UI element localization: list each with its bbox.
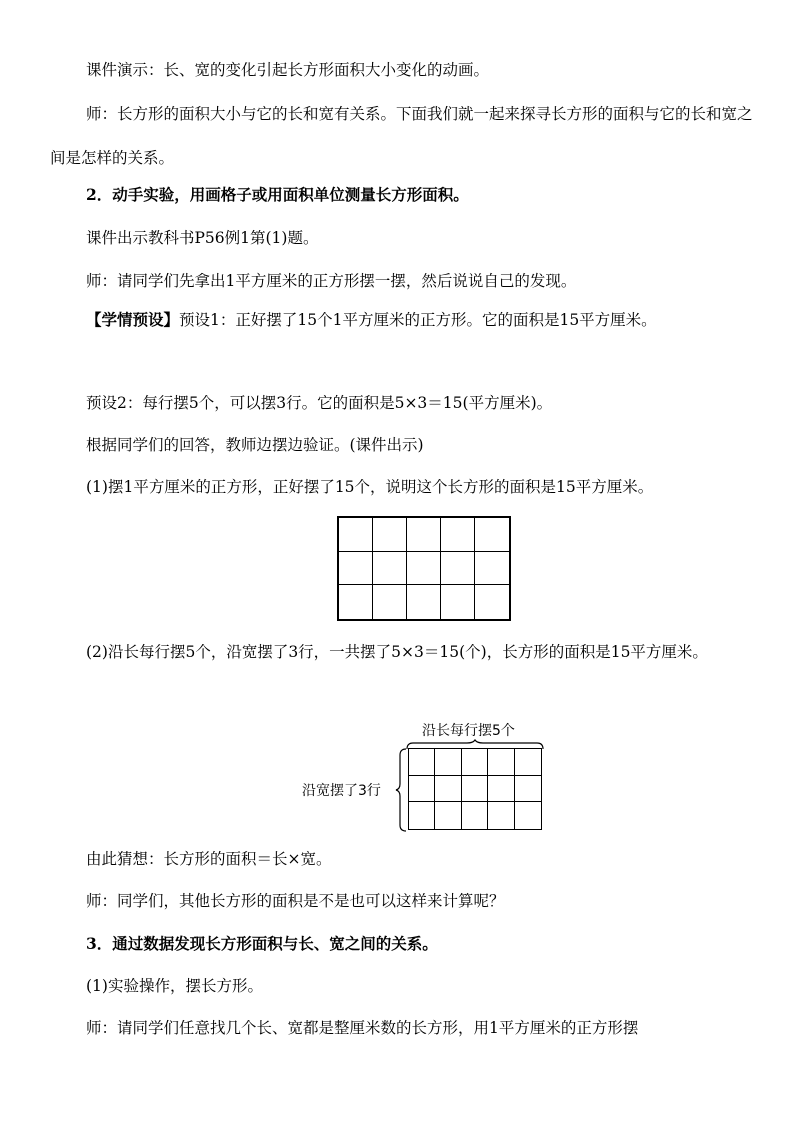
grid-cell	[515, 802, 541, 829]
grid-cell	[435, 749, 461, 776]
grid-cell	[475, 585, 509, 619]
grid-cell	[515, 749, 541, 776]
grid-cell	[462, 776, 488, 803]
grid-cell	[409, 776, 435, 803]
preset-tag: 【学情预设】	[86, 310, 180, 329]
paragraph-courseware-p56: 课件出示教科书P56例1第(1)题。	[86, 229, 319, 247]
grid-cell	[488, 749, 514, 776]
grid-cell	[409, 749, 435, 776]
label-length-row: 沿长每行摆5个	[422, 723, 515, 739]
rectangle-grid-5x3	[408, 748, 542, 830]
paragraph-teacher-question: 师：同学们，其他长方形的面积是不是也可以这样来计算呢？	[86, 892, 505, 910]
grid-cell	[407, 518, 441, 552]
grid-cell	[462, 802, 488, 829]
grid-cell	[515, 776, 541, 803]
heading-section-2: 2．动手实验，用画格子或用面积单位测量长方形面积。	[86, 185, 469, 204]
grid-cell	[407, 585, 441, 619]
grid-cell	[409, 802, 435, 829]
grid-cell	[339, 585, 373, 619]
label-width-rows: 沿宽摆了3行	[302, 783, 381, 799]
preset-1-text: 预设1：正好摆了15个1平方厘米的正方形。它的面积是15平方厘米。	[179, 311, 657, 329]
paragraph-preset-2: 预设2：每行摆5个，可以摆3行。它的面积是5×3＝15(平方厘米)。	[86, 394, 553, 412]
grid-cell	[373, 552, 407, 586]
left-brace-icon	[396, 748, 408, 832]
paragraph-verify: 根据同学们的回答，教师边摆边验证。(课件出示)	[86, 436, 424, 454]
grid-cell	[475, 552, 509, 586]
paragraph-method-2: (2)沿长每行摆5个，沿宽摆了3行，一共摆了5×3＝15(个)，长方形的面积是15平方厘米。	[86, 643, 708, 661]
grid-cell	[441, 585, 475, 619]
heading-section-3: 3．通过数据发现长方形面积与长、宽之间的关系。	[86, 934, 438, 953]
grid-cell	[373, 585, 407, 619]
grid-cell	[435, 776, 461, 803]
grid-cell	[475, 518, 509, 552]
grid-cell	[441, 518, 475, 552]
grid-cell	[407, 552, 441, 586]
grid-cell	[488, 776, 514, 803]
paragraph-experiment: (1)实验操作，摆长方形。	[86, 977, 263, 995]
rectangle-grid-15	[337, 516, 511, 621]
grid-cell	[373, 518, 407, 552]
paragraph-conjecture: 由此猜想：长方形的面积＝长×宽。	[86, 850, 332, 868]
grid-cell	[488, 802, 514, 829]
grid-cell	[339, 518, 373, 552]
grid-cell	[462, 749, 488, 776]
paragraph-courseware-demo: 课件演示：长、宽的变化引起长方形面积大小变化的动画。	[86, 61, 490, 79]
paragraph-teacher-instruction: 师：请同学们先拿出1平方厘米的正方形摆一摆，然后说说自己的发现。	[86, 272, 577, 290]
grid-cell	[441, 552, 475, 586]
paragraph-preset-1	[50, 298, 760, 342]
grid-cell	[339, 552, 373, 586]
paragraph-teacher-task: 师：请同学们任意找几个长、宽都是整厘米数的长方形，用1平方厘米的正方形摆	[86, 1019, 639, 1037]
grid-cell	[435, 802, 461, 829]
paragraph-teacher-intro: 师：长方形的面积大小与它的长和宽有关系。下面我们就一起来探寻长方形的面积与它的长和宽之间是怎样的关系。	[50, 105, 753, 167]
paragraph-method-1: (1)摆1平方厘米的正方形，正好摆了15个，说明这个长方形的面积是15平方厘米。	[86, 478, 654, 496]
